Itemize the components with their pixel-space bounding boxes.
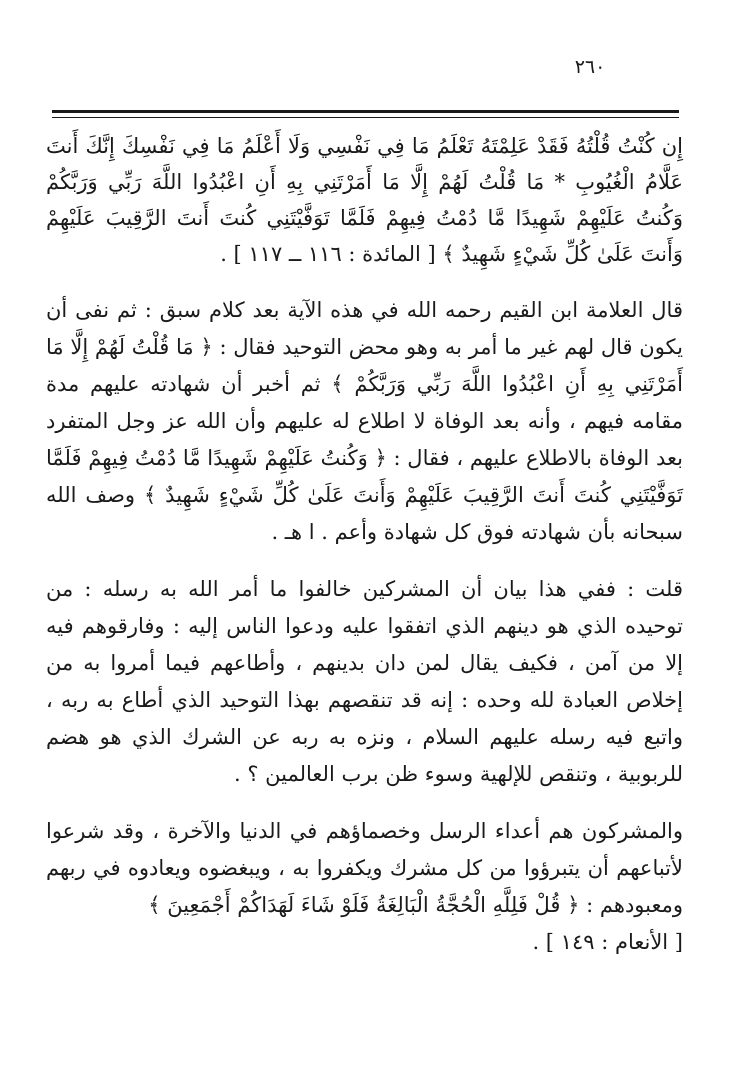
- header-rule-thick: [52, 110, 679, 113]
- header-rule-thin: [52, 117, 679, 118]
- paragraph-mushrikun: [46, 813, 683, 961]
- verse-citation: [ الأنعام : ١٤٩ ] .: [532, 930, 683, 954]
- paragraph-quran-maidah: [46, 128, 683, 272]
- page-body: [46, 128, 683, 961]
- quran-verse: ﴿ مَا قُلْتُ لَهُمْ إِلَّا مَا أَمَرْتَنِي بِهِ أَنِ اعْبُدُوا اللَّهَ رَبِّي وَرَبَّكُمْ ﴾: [46, 335, 683, 396]
- paragraph-text: والمشركون هم أعداء الرسل وخصماؤهم في الدنيا والآخرة ، وقد شرعوا لأتباعهم أن يتبرؤوا من كل مشرك ويكفروا به ، ويبغضوه ويعادوه في ربهم ومعبودهم :: [46, 819, 683, 917]
- paragraph-text: وصف الله سبحانه بأن شهادته فوق كل شهادة وأعم . ا هـ .: [46, 483, 683, 544]
- verse-citation-line: [46, 924, 683, 961]
- paragraph-ibn-qayyim: [46, 292, 683, 551]
- paragraph-qultu: [46, 571, 683, 793]
- paragraph-text: قال العلامة ابن القيم رحمه الله في هذه الآية بعد كلام سبق : ثم نفى أن يكون قال لهم غير ما أمر به وهو محض التوحيد فقال :: [46, 298, 683, 359]
- page-number: ٢٦٠: [574, 56, 606, 78]
- quran-verse: إِن كُنْتُ قُلْتُهُ فَقَدْ عَلِمْتَهُ تَعْلَمُ مَا فِي نَفْسِي وَلَا أَعْلَمُ مَا فِي نَفْسِكَ إِنَّكَ أَنتَ عَلَّامُ الْغُيُوبِ * مَا قُلْتُ لَهُمْ إِلَّا مَا أَمَرْتَنِي بِهِ أَنِ اعْبُدُوا اللَّهَ رَبِّي وَرَبَّكُمْ وَكُنتُ عَلَيْهِمْ شَهِيدًا مَّا دُمْتُ فِيهِمْ فَلَمَّا تَوَفَّيْتَنِي كُنتَ أَنتَ الرَّقِيبَ عَلَيْهِمْ وَأَنتَ عَلَىٰ كُلِّ شَيْءٍ شَهِيدٌ ﴾: [46, 134, 683, 266]
- paragraph-text: قلت : ففي هذا بيان أن المشركين خالفوا ما أمر الله به رسله : من توحيده الذي هو دينهم الذي اتفقوا عليه ودعوا الناس إليه : وفارقوهم فيه إلا من آمن ، فكيف يقال لمن دان بدينهم ، وأطاعهم فيما أمروا به من إخلاص العبادة لله وحده : إنه قد تنقصهم بهذا التوحيد الذي أطاع به ربه ، واتبع فيه رسله عليهم السلام ، ونزه به ربه عن الشرك الذي هو هضم للربوبية ، وتنقص للإلهية وسوء ظن برب العالمين ؟ .: [46, 577, 683, 786]
- quran-verse: ﴿ وَكُنتُ عَلَيْهِمْ شَهِيدًا مَّا دُمْتُ فِيهِمْ فَلَمَّا تَوَفَّيْتَنِي كُنتَ أَنتَ الرَّقِيبَ عَلَيْهِمْ وَأَنتَ عَلَىٰ كُلِّ شَيْءٍ شَهِيدٌ ﴾: [46, 446, 683, 507]
- paragraph-text: ثم أخبر أن شهادته عليهم مدة مقامه فيهم ، وأنه بعد الوفاة لا اطلاع له عليهم وأن الله عز وجل المتفرد بعد الوفاة بالاطلاع عليهم ، فقال :: [46, 372, 683, 470]
- verse-citation: [ المائدة : ١١٦ ــ ١١٧ ] .: [220, 242, 436, 266]
- quran-verse: ﴿ قُلْ فَلِلَّهِ الْحُجَّةُ الْبَالِغَةُ فَلَوْ شَاءَ لَهَدَاكُمْ أَجْمَعِينَ ﴾: [148, 893, 580, 917]
